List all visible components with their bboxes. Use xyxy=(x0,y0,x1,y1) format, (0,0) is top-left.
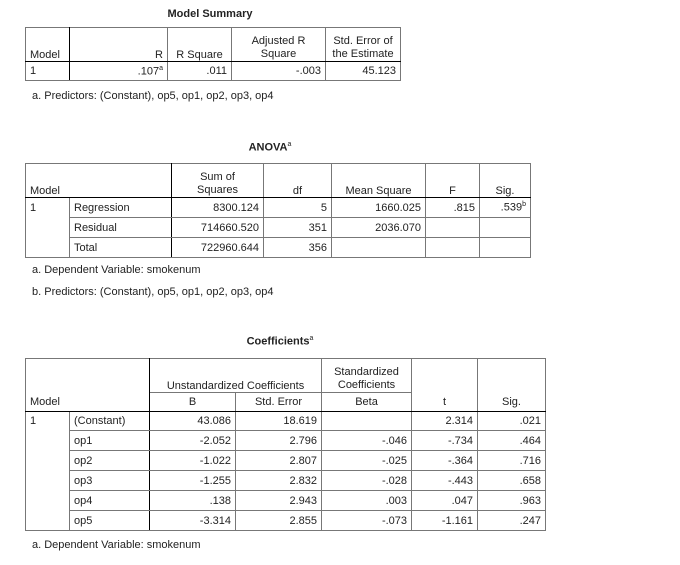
table-row xyxy=(26,491,546,511)
col-header-sig: Sig. xyxy=(478,393,546,412)
col-header-r-square: R Square xyxy=(168,28,232,62)
model-summary-note-a: a. Predictors: (Constant), op5, op1, op2, op3, op4 xyxy=(32,90,274,102)
cell-b: -2.052 xyxy=(150,431,236,451)
cell-b: -3.314 xyxy=(150,511,236,531)
table-row xyxy=(26,511,546,531)
cell-model-number: 1 xyxy=(26,198,70,218)
table-row xyxy=(26,218,531,238)
cell-r-square: .011 xyxy=(168,62,232,81)
cell-beta: -.028 xyxy=(322,471,412,491)
table-row xyxy=(26,62,401,81)
cell-sig: .464 xyxy=(478,431,546,451)
col-header-r: R xyxy=(70,28,168,62)
table-row xyxy=(26,471,546,491)
cell-beta: -.025 xyxy=(322,451,412,471)
coefficients-note-a: a. Dependent Variable: smokenum xyxy=(32,539,201,551)
col-header-model: Model xyxy=(26,164,70,198)
col-header-sum-of-squares: Sum of Squares xyxy=(172,164,264,198)
cell-std-error: 2.796 xyxy=(236,431,322,451)
cell-row-label: Residual xyxy=(70,218,172,238)
table-row xyxy=(26,451,546,471)
cell-sig: .963 xyxy=(478,491,546,511)
cell-ss: 722960.644 xyxy=(172,238,264,258)
table-row xyxy=(26,412,546,431)
anova-title: ANOVA$^a$ xyxy=(248,141,292,154)
col-header-std-error: Std. Error xyxy=(236,393,322,412)
anova-note-b: b. Predictors: (Constant), op5, op1, op2, op3, op4 xyxy=(32,286,274,298)
cell-f: .815 xyxy=(426,198,480,218)
col-header-model: Model xyxy=(26,28,70,62)
cell-sig: .021 xyxy=(478,412,546,431)
cell-beta xyxy=(322,412,412,431)
cell-b: -1.022 xyxy=(150,451,236,471)
cell-row-label: op1 xyxy=(70,431,150,451)
cell-df: 356 xyxy=(264,238,332,258)
cell-adj-r-square: -.003 xyxy=(232,62,326,81)
cell-b: -1.255 xyxy=(150,471,236,491)
cell-row-label: op3 xyxy=(70,471,150,491)
cell-b: 43.086 xyxy=(150,412,236,431)
col-header-adj-r-square: Adjusted R Square xyxy=(232,28,326,62)
cell-row-label: op4 xyxy=(70,491,150,511)
cell-sig: .539$^b$ xyxy=(480,198,531,218)
col-header-standardized: Standardized Coefficients xyxy=(322,359,412,393)
cell-ss: 8300.124 xyxy=(172,198,264,218)
col-header-df: df xyxy=(264,164,332,198)
col-header-beta: Beta xyxy=(322,393,412,412)
cell-beta: -.073 xyxy=(322,511,412,531)
cell-t: .047 xyxy=(412,491,478,511)
col-header-t: t xyxy=(412,393,478,412)
cell-ms: 2036.070 xyxy=(332,218,426,238)
cell-sig: .658 xyxy=(478,471,546,491)
anova-note-a: a. Dependent Variable: smokenum xyxy=(32,264,201,276)
cell-df: 351 xyxy=(264,218,332,238)
model-summary-title: Model Summary xyxy=(167,8,253,20)
col-header-sig: Sig. xyxy=(480,164,531,198)
col-header-f: F xyxy=(426,164,480,198)
table-row xyxy=(26,431,546,451)
cell-std-error: 2.855 xyxy=(236,511,322,531)
cell-row-label: Regression xyxy=(70,198,172,218)
col-header-std-error-estimate: Std. Error of the Estimate xyxy=(326,28,401,62)
col-header-b: B xyxy=(150,393,236,412)
cell-model: 1 xyxy=(26,62,70,81)
cell-ss: 714660.520 xyxy=(172,218,264,238)
cell-std-error: 18.619 xyxy=(236,412,322,431)
table-row xyxy=(26,198,531,218)
cell-df: 5 xyxy=(264,198,332,218)
col-header-mean-square: Mean Square xyxy=(332,164,426,198)
cell-row-label: Total xyxy=(70,238,172,258)
cell-t: -.443 xyxy=(412,471,478,491)
coefficients-table xyxy=(25,358,546,531)
col-header-unstandardized: Unstandardized Coefficients xyxy=(150,359,322,393)
coefficients-title: Coefficients$^a$ xyxy=(246,335,314,348)
cell-b: .138 xyxy=(150,491,236,511)
col-header-model: Model xyxy=(26,393,70,412)
cell-beta: -.046 xyxy=(322,431,412,451)
cell-row-label: op5 xyxy=(70,511,150,531)
cell-model-number: 1 xyxy=(26,412,70,431)
cell-std-error: 2.807 xyxy=(236,451,322,471)
cell-beta: .003 xyxy=(322,491,412,511)
cell-std-error: 2.832 xyxy=(236,471,322,491)
cell-std-error: 45.123 xyxy=(326,62,401,81)
model-summary-table xyxy=(25,27,401,81)
cell-std-error: 2.943 xyxy=(236,491,322,511)
cell-t: -.734 xyxy=(412,431,478,451)
cell-sig: .716 xyxy=(478,451,546,471)
cell-ms: 1660.025 xyxy=(332,198,426,218)
cell-r: .107$^a$ xyxy=(70,62,168,81)
cell-t: -1.161 xyxy=(412,511,478,531)
cell-sig: .247 xyxy=(478,511,546,531)
cell-row-label: (Constant) xyxy=(70,412,150,431)
cell-t: -.364 xyxy=(412,451,478,471)
anova-table xyxy=(25,163,531,258)
cell-t: 2.314 xyxy=(412,412,478,431)
cell-row-label: op2 xyxy=(70,451,150,471)
table-row xyxy=(26,238,531,258)
